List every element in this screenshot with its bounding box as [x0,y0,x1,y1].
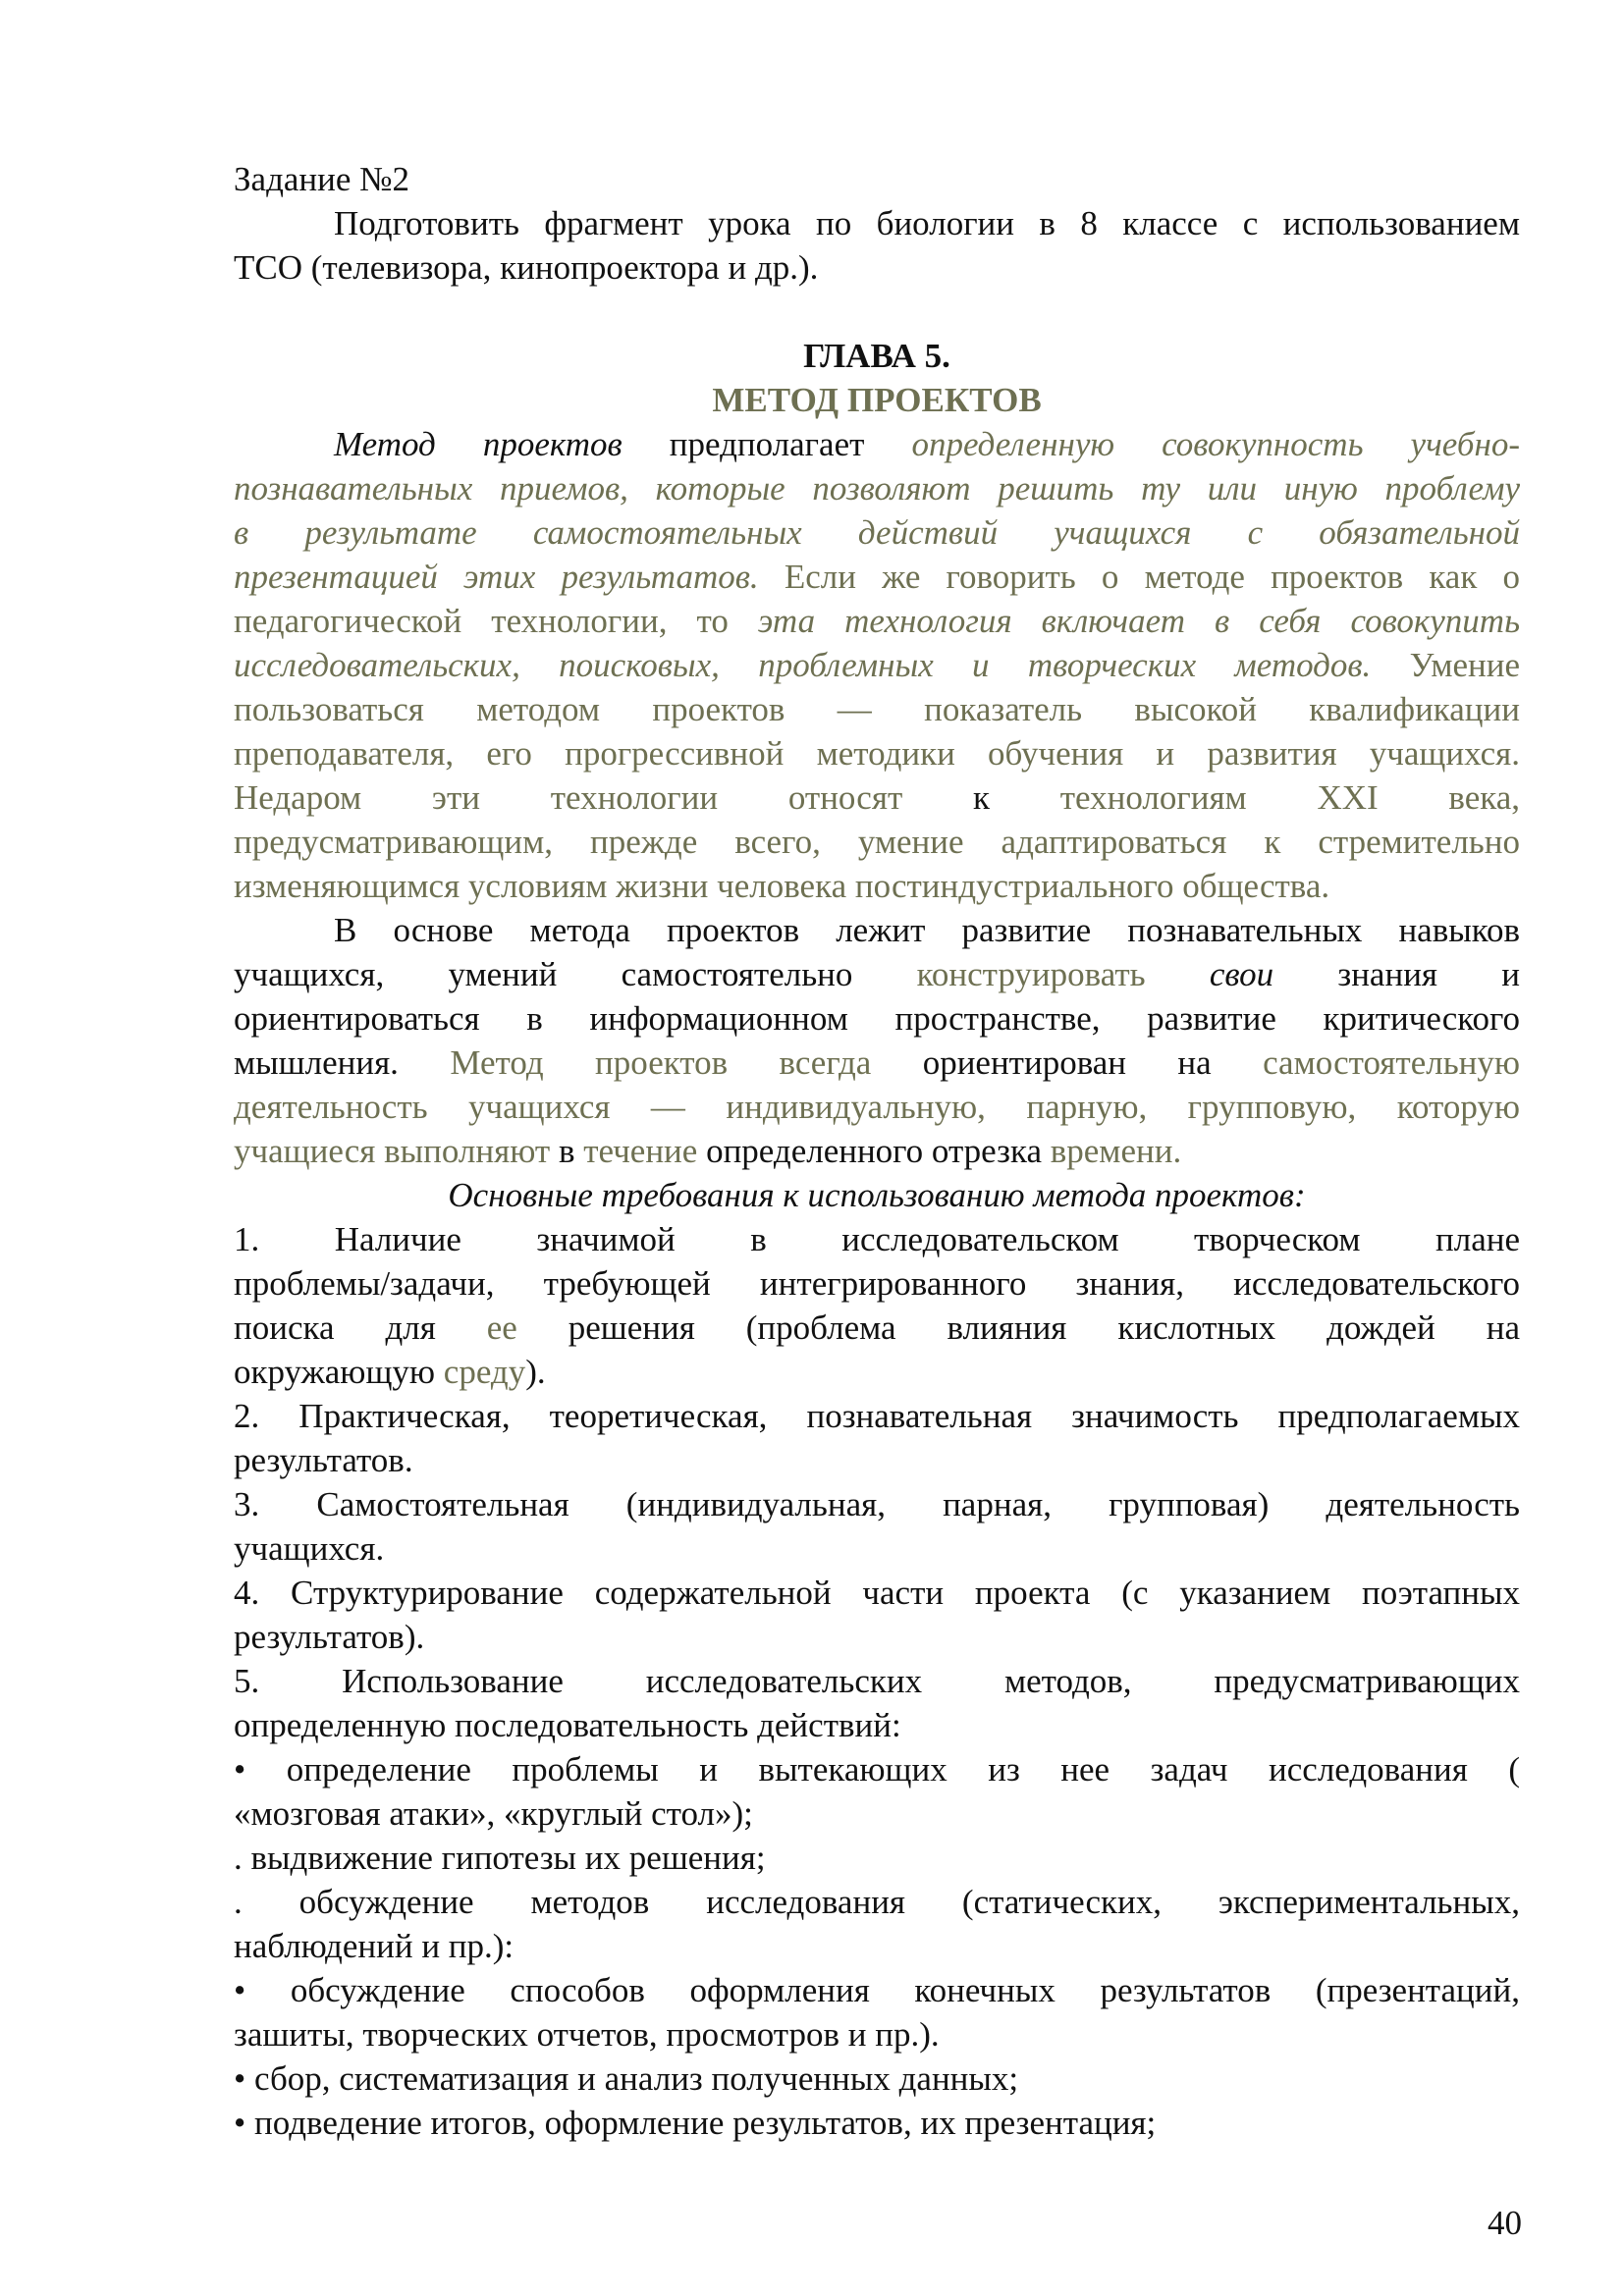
req-emph: среду [443,1353,526,1391]
requirement-1-line-2: проблемы/задачи, требующей интегрированного знания, исследовательского [234,1264,1520,1303]
para1-line-6 [234,643,1520,687]
chapter-number: ГЛАВА 5. [803,337,950,375]
para1-text: технологиям XXI века, [1059,778,1520,817]
para1-line-7: пользоваться методом проектов — показатель высокой квалификации [234,690,1520,728]
para1-line-9 [234,775,1520,820]
para2-text: мышления. [234,1043,399,1082]
task-line-2: ТСО (телевизора, кинопроектора и др.). [234,248,819,287]
para1-text: Если же говорить о методе проектов как о [784,558,1520,596]
task-block [234,157,1520,290]
para2-text: учащихся, умений самостоятельно [234,955,853,993]
requirement-4-line-2: результатов). [234,1618,425,1656]
para1-text: педагогической технологии, то [234,602,729,640]
requirement-5-line-1: 5. Использование исследовательских методов, предусматривающих [234,1662,1520,1700]
para1-text: Недаром эти технологии относят [234,778,903,817]
para2-emph: времени. [1050,1132,1182,1170]
para2-line-3: ориентироваться в информационном пространстве, развитие критического [234,999,1520,1038]
para2-italic: свои [1209,955,1274,993]
step-1-line-1: • определение проблемы и вытекающих из нее задач исследования ( [234,1750,1520,1789]
requirement-2-line-1: 2. Практическая, теоретическая, познавательная значимость предполагаемых [234,1397,1520,1435]
chapter-title: МЕТОД ПРОЕКТОВ [712,381,1042,419]
requirements-list [234,1173,1520,1747]
requirement-1-line-4 [234,1350,1520,1394]
para2-emph: конструировать [916,955,1146,993]
para1-emph: презентацией этих результатов. [234,558,759,596]
chapter-heading [234,334,1520,422]
req-text: поиска для [234,1308,436,1347]
step-4-line-1: • обсуждение способов оформления конечных результатов (презентаций, [234,1971,1520,2009]
para1-line-4 [234,555,1520,599]
para2-text: в [558,1132,575,1170]
step-2: . выдвижение гипотезы их решения; [234,1839,766,1877]
para2-line-5: деятельность учащихся — индивидуальную, парную, групповую, которую [234,1088,1520,1126]
para1-text: Умение [1409,646,1520,684]
steps-list [234,1747,1520,2145]
requirement-4-line-1: 4. Структурирование содержательной части проекта (с указанием поэтапных [234,1574,1520,1612]
requirement-3-line-1: 3. Самостоятельная (индивидуальная, парная, групповая) деятельность [234,1485,1520,1523]
para2-text: определенного отрезка [706,1132,1042,1170]
para1-line-3: в результате самостоятельных действий учащихся с обязательной [234,513,1520,552]
para2-line-2 [234,952,1520,996]
requirement-2-line-2: результатов. [234,1441,413,1479]
requirement-1-line-3 [234,1306,1520,1350]
para2-text: знания и [1337,955,1520,993]
para2-emph: Метод проектов всегда [450,1043,872,1082]
term-method: Метод проектов [334,425,623,463]
requirement-3-line-2: учащихся. [234,1529,385,1568]
req-text: решения (проблема влияния кислотных дождей на [568,1308,1520,1347]
para1-line-10: предусматривающим, прежде всего, умение адаптироваться к стремительно [234,823,1520,861]
step-3-line-1: . обсуждение методов исследования (статических, экспериментальных, [234,1883,1520,1921]
para1-emph: определенную совокупность учебно- [911,425,1520,463]
para1-text: предполагает [669,425,865,463]
requirement-1-line-1: 1. Наличие значимой в исследовательском творческом плане [234,1220,1520,1258]
req-emph: ее [486,1308,517,1347]
step-4-line-2: зашиты, творческих отчетов, просмотров и пр.). [234,2015,940,2054]
para1-line-11: изменяющимся условиям жизни человека постиндустриального общества. [234,867,1330,905]
task-line-1: Подготовить фрагмент урока по биологии в 8 классе с использованием [334,204,1520,242]
para1-emph: исследовательских, поисковых, проблемных и творческих методов. [234,646,1372,684]
req-text: окружающую [234,1353,436,1391]
para1-line-5 [234,599,1520,643]
para2-line-4 [234,1041,1520,1085]
step-6: • подведение итогов, оформление результатов, их презентация; [234,2104,1157,2142]
task-label: Задание №2 [234,160,410,198]
requirement-5-line-2: определенную последовательность действий: [234,1706,901,1744]
paragraph-method-basis [234,908,1520,1173]
para2-line-6 [234,1129,1520,1173]
para1-text: к [973,778,991,817]
para2-emph: течение [583,1132,698,1170]
step-1-line-2: «мозговая атаки», «круглый стол»); [234,1794,753,1833]
step-3-line-2: наблюдений и пр.): [234,1927,514,1965]
req-text: ). [525,1353,546,1391]
para1-line-1 [234,422,1520,466]
para2-line-1: В основе метода проектов лежит развитие познавательных навыков [334,911,1520,949]
para2-emph: самостоятельную [1263,1043,1520,1082]
requirements-heading: Основные требования к использованию метода проектов: [448,1176,1306,1214]
para2-emph: учащиеся выполняют [234,1132,551,1170]
para1-emph: эта технология включает в себя совокупить [757,602,1520,640]
step-5: • сбор, систематизация и анализ полученных данных; [234,2059,1019,2098]
para1-line-2: познавательных приемов, которые позволяют решить ту или иную проблему [234,469,1520,507]
para1-line-8: преподавателя, его прогрессивной методики обучения и развития учащихся. [234,734,1520,773]
para2-text: ориентирован на [922,1043,1212,1082]
paragraph-method-definition [234,422,1520,908]
page-number: 40 [1488,2204,1522,2242]
